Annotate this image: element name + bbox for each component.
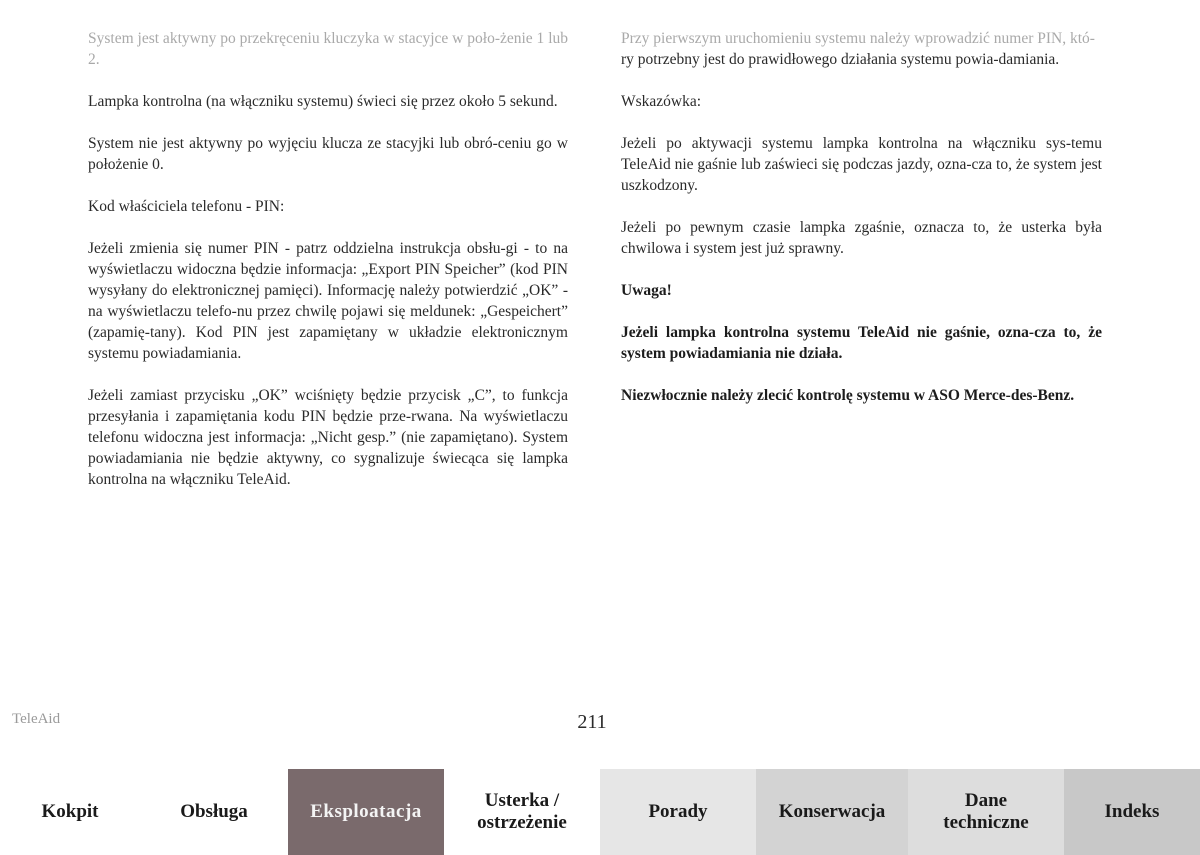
paragraph: Jeżeli po pewnym czasie lampka zgaśnie, oznacza to, że usterka była chwilowa i system jest już sprawny. [621,219,1102,257]
paragraph: Jeżeli po aktywacji systemu lampka kontrolna na włączniku sys-temu TeleAid nie gaśnie lub zaświeci się podczas jazdy, ozna-cza to, że system jest uszkodzony. [621,135,1102,194]
subheading-pin: Kod właściciela telefonu - PIN: [88,198,285,215]
left-column [88,28,568,511]
tab-indeks[interactable]: Indeks [1064,769,1200,855]
tab-usterka-ostrzezenie[interactable]: Usterka / ostrzeżenie [444,769,600,855]
page-number: 211 [577,711,607,733]
paragraph: Jeżeli zmienia się numer PIN - patrz oddzielna instrukcja obsłu-gi - to na wyświetlaczu widoczna będzie informacja: „Export PIN Speicher” (kod PIN wysyłany do elektronicznej pamięci). Informację należy potwierdzić „OK” - na wyświetlaczu telefo-nu przez chwilę pojawi się meldunek: „Gespeichert” (zapamię-tany). Kod PIN jest zapamiętany w układzie elektronicznym systemu powiadamiania. [88,240,568,362]
paragraph: ry potrzebny jest do prawidłowego działania systemu powia-damiania. [621,51,1060,68]
warning-text: Niezwłocznie należy zlecić kontrolę systemu w ASO Merce-des-Benz. [621,387,1075,404]
paragraph: System nie jest aktywny po wyjęciu klucza ze stacyjki lub obró-ceniu go w położenie 0. [88,135,568,173]
paragraph: Lampka kontrolna (na włączniku systemu) świeci się przez około 5 sekund. [88,93,558,110]
tab-konserwacja[interactable]: Konserwacja [756,769,908,855]
tab-kokpit[interactable]: Kokpit [0,769,140,855]
tab-porady[interactable]: Porady [600,769,756,855]
faded-paragraph: Przy pierwszym uruchomieniu systemu należy wprowadzić numer PIN, któ- [621,30,1095,47]
warning-label: Uwaga! [621,282,672,299]
faded-paragraph: System jest aktywny po przekręceniu kluczyka w stacyjce w poło-żenie 1 lub 2. [88,30,568,68]
tab-dane-techniczne[interactable]: Dane techniczne [908,769,1064,855]
section-label: TeleAid [12,711,61,727]
tab-obsluga[interactable]: Obsługa [140,769,288,855]
section-nav [0,769,1200,855]
warning-text: Jeżeli lampka kontrolna systemu TeleAid nie gaśnie, ozna-cza to, że system powiadamiania nie działa. [621,324,1102,362]
note-label: Wskazówka: [621,93,702,110]
paragraph: Jeżeli zamiast przycisku „OK” wciśnięty będzie przycisk „C”, to funkcja przesyłania i zapamiętania kodu PIN będzie prze-rwana. Na wyświetlaczu telefonu widoczna jest informacja: „Nicht gesp.” (nie zapamiętano). System powiadamiania nie będzie aktywny, co sygnalizuje świecąca się lampka kontrolna na włączniku TeleAid. [88,387,568,488]
tab-eksploatacja[interactable]: Eksploatacja [288,769,444,855]
right-column [621,28,1102,427]
